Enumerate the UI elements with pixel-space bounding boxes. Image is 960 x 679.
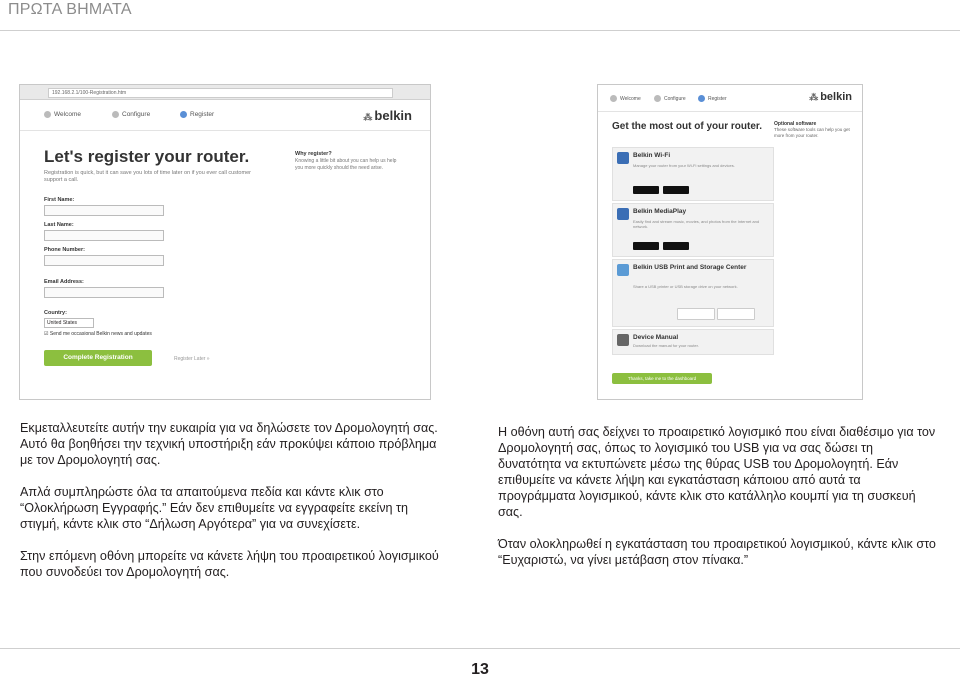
mediaplay-card: Belkin MediaPlay Easily find and stream music, movies, and photos from the Internet and network. [612,203,774,257]
setup-nav [598,85,862,112]
nav-welcome: Welcome [610,95,641,102]
first-name-field [44,205,164,216]
registration-screenshot [19,84,431,400]
app-store-badge-icon [633,186,659,194]
page-number: 13 [471,661,489,678]
left-paragraph-3: Στην επόμενη οθόνη μπορείτε να κάνετε λήψη του προαιρετικού λογισμικού που συνοδεύει τον Δρομολογητή σας. [20,549,439,579]
nav-register: Register [698,95,727,102]
device-manual-card: Device Manual Download the manual for your router. [612,329,774,355]
logo-mark-icon: ⁂ [363,112,373,122]
left-text-column [20,420,440,596]
right-paragraph-2: Όταν ολοκληρωθεί η εγκατάσταση του προαιρετικού λογισμικού, κάντε κλικ στο “Ευχαριστώ, να γίνει μετάβαση στον πίνακα.” [498,537,936,567]
complete-registration-button: Complete Registration [44,350,152,366]
phone-label: Phone Number: [44,247,85,253]
step-dot-icon [654,95,661,102]
first-name-label: First Name: [44,197,75,203]
logo-mark-icon: ⁂ [809,92,819,102]
optional-software-screenshot [597,84,863,400]
country-label: Country: [44,310,67,316]
last-name-label: Last Name: [44,222,74,228]
software-title: Get the most out of your router. [612,121,763,132]
usb-print-storage-card: Belkin USB Print and Storage Center Share a USB printer or USB storage drive on your network. [612,259,774,327]
windows-download-icon [677,308,715,320]
usb-app-icon [617,264,629,276]
last-name-field [44,230,164,241]
nav-welcome: Welcome [44,111,81,118]
email-label: Email Address: [44,279,84,285]
step-dot-icon [698,95,705,102]
belkin-logo: ⁂ belkin [809,91,852,103]
header-divider [0,30,960,31]
right-text-column [498,424,938,584]
wifi-card: Belkin Wi-Fi Manage your router from your Wi-Fi settings and devices. [612,147,774,201]
nav-configure: Configure [654,95,686,102]
left-paragraph-1: Εκμεταλλευτείτε αυτήν την ευκαιρία για να δηλώσετε τον Δρομολογητή σας. Αυτό θα βοηθήσει την τεχνική υποστήριξη εάν προκύψει κάποιο πρόβλημα με τον Δρομολογητή σας. [20,421,438,467]
step-dot-icon [112,111,119,118]
registration-subtitle: Registration is quick, but it can save you lots of time later on if you ever call customer support a call. [44,170,251,183]
mediaplay-app-icon [617,208,629,220]
why-text: Knowing a little bit about you can help us help you more quickly should the need arise. [295,158,397,171]
register-later-link: Register Later » [174,356,210,362]
app-store-badge-icon [633,242,659,250]
registration-title: Let's register your router. [44,147,250,166]
setup-nav [20,100,430,131]
footer-divider [0,648,960,649]
phone-field [44,255,164,266]
belkin-logo: ⁂ belkin [363,108,412,123]
left-paragraph-2: Απλά συμπληρώστε όλα τα απαιτούμενα πεδία και κάντε κλικ στο “Ολοκλήρωση Εγγραφής.” Εάν δεν επιθυμείτε να εγγραφείτε εκείνη τη στιγμή, κάντε κλικ στο “Δήλωση Αργότερα” για να συνεχίσετε. [20,485,408,531]
why-register-box [295,151,405,172]
go-to-dashboard-button: Thanks, take me to the dashboard [612,373,712,384]
step-dot-icon [180,111,187,118]
section-title: ΠΡΩΤΑ ΒΗΜΑΤΑ [8,1,132,18]
google-play-badge-icon [663,242,689,250]
mac-download-icon [717,308,755,320]
manual-icon [617,334,629,346]
country-select: United States [44,318,94,328]
google-play-badge-icon [663,186,689,194]
nav-register: Register [180,111,214,118]
right-paragraph-1: Η οθόνη αυτή σας δείχνει το προαιρετικό λογισμικό που είναι διαθέσιμο για τον Δρομολογητή σας, όπως το λογισμικό του USB για να σας δώσει τη δυνατότητα να εκτυπώνετε μέσω της θύρας USB του Δρομολογητή. Εάν επιθυμείτε να κάνετε λήψη και εγκατάσταση κάποιου από αυτά τα προγράμματα λογισμικού, κάντε κλικ στο κατάλληλο κουμπί για τη συσκευή σας. [498,425,936,519]
optional-software-note: Optional software These software tools can help you get more from your router. [774,121,850,138]
why-title: Why register? [295,151,332,157]
email-field [44,287,164,298]
step-dot-icon [44,111,51,118]
page-header [0,0,960,20]
news-checkbox: ☑ Send me occasional Belkin news and updates [44,331,152,337]
step-dot-icon [610,95,617,102]
wifi-app-icon [617,152,629,164]
nav-configure: Configure [112,111,150,118]
browser-toolbar [20,85,430,100]
address-bar: 192.168.2.1/100-Registration.htm [48,88,393,98]
